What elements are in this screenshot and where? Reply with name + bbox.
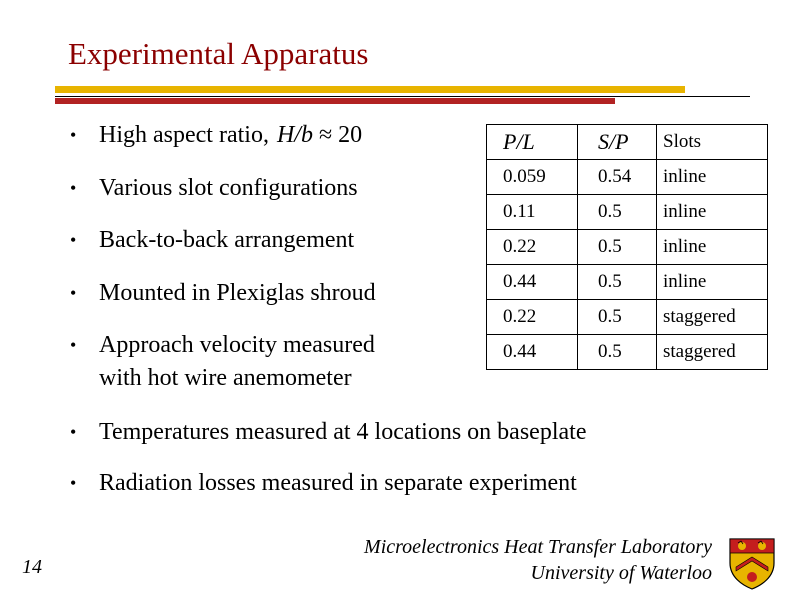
university-crest-icon <box>728 537 776 591</box>
bullet-dot: • <box>70 230 77 250</box>
header-pl: P/L <box>487 125 578 160</box>
cell-sp: 0.5 <box>578 195 657 230</box>
cell-sp: 0.5 <box>578 230 657 265</box>
table-row <box>487 230 768 265</box>
cell-pl: 0.11 <box>487 195 578 230</box>
cell-slots: staggered <box>657 335 768 370</box>
cell-slots: inline <box>657 265 768 300</box>
header-slots: Slots <box>657 125 768 160</box>
cell-slots: inline <box>657 160 768 195</box>
cell-sp: 0.5 <box>578 335 657 370</box>
bullet-text: Radiation losses measured in separate experiment <box>99 470 577 496</box>
cell-slots: staggered <box>657 300 768 335</box>
cell-pl: 0.44 <box>487 265 578 300</box>
slide-title: Experimental Apparatus <box>68 36 369 71</box>
table-row <box>487 160 768 195</box>
cell-slots: inline <box>657 195 768 230</box>
bullet-text: Temperatures measured at 4 locations on baseplate <box>99 419 587 445</box>
aspect-ratio-math: H/b ≈ 20 <box>276 122 363 148</box>
cell-sp: 0.5 <box>578 265 657 300</box>
bullet-dot: • <box>70 283 77 303</box>
cell-sp: 0.5 <box>578 300 657 335</box>
cell-sp: 0.54 <box>578 160 657 195</box>
cell-pl: 0.22 <box>487 300 578 335</box>
title-underline-thin <box>55 96 750 97</box>
bullet-dot: • <box>70 473 77 493</box>
title-underline-red <box>55 98 615 104</box>
bullet-dot: • <box>70 422 77 442</box>
bullet-text-continued: with hot wire anemometer <box>99 365 352 391</box>
bullet-dot: • <box>70 178 77 198</box>
cell-slots: inline <box>657 230 768 265</box>
table-row <box>487 300 768 335</box>
university-name: University of Waterloo <box>530 562 712 584</box>
cell-pl: 0.44 <box>487 335 578 370</box>
table-row <box>487 195 768 230</box>
table-header-row <box>487 125 768 160</box>
cell-pl: 0.059 <box>487 160 578 195</box>
lab-name: Microelectronics Heat Transfer Laboratory <box>364 536 712 558</box>
table-row <box>487 335 768 370</box>
page-number: 14 <box>22 556 42 578</box>
title-underline-yellow <box>55 86 685 93</box>
bullet-text: Various slot configurations <box>99 175 358 201</box>
bullet-text: High aspect ratio, H/b ≈ 20 <box>99 122 363 148</box>
bullet-dot: • <box>70 125 77 145</box>
bullet-dot: • <box>70 335 77 355</box>
bullet-text: Approach velocity measured <box>99 332 375 358</box>
bullet-text: Mounted in Plexiglas shroud <box>99 280 376 306</box>
table-row <box>487 265 768 300</box>
cell-pl: 0.22 <box>487 230 578 265</box>
bullet-text: Back-to-back arrangement <box>99 227 355 253</box>
header-sp: S/P <box>578 125 657 160</box>
slot-configuration-table <box>486 124 768 370</box>
